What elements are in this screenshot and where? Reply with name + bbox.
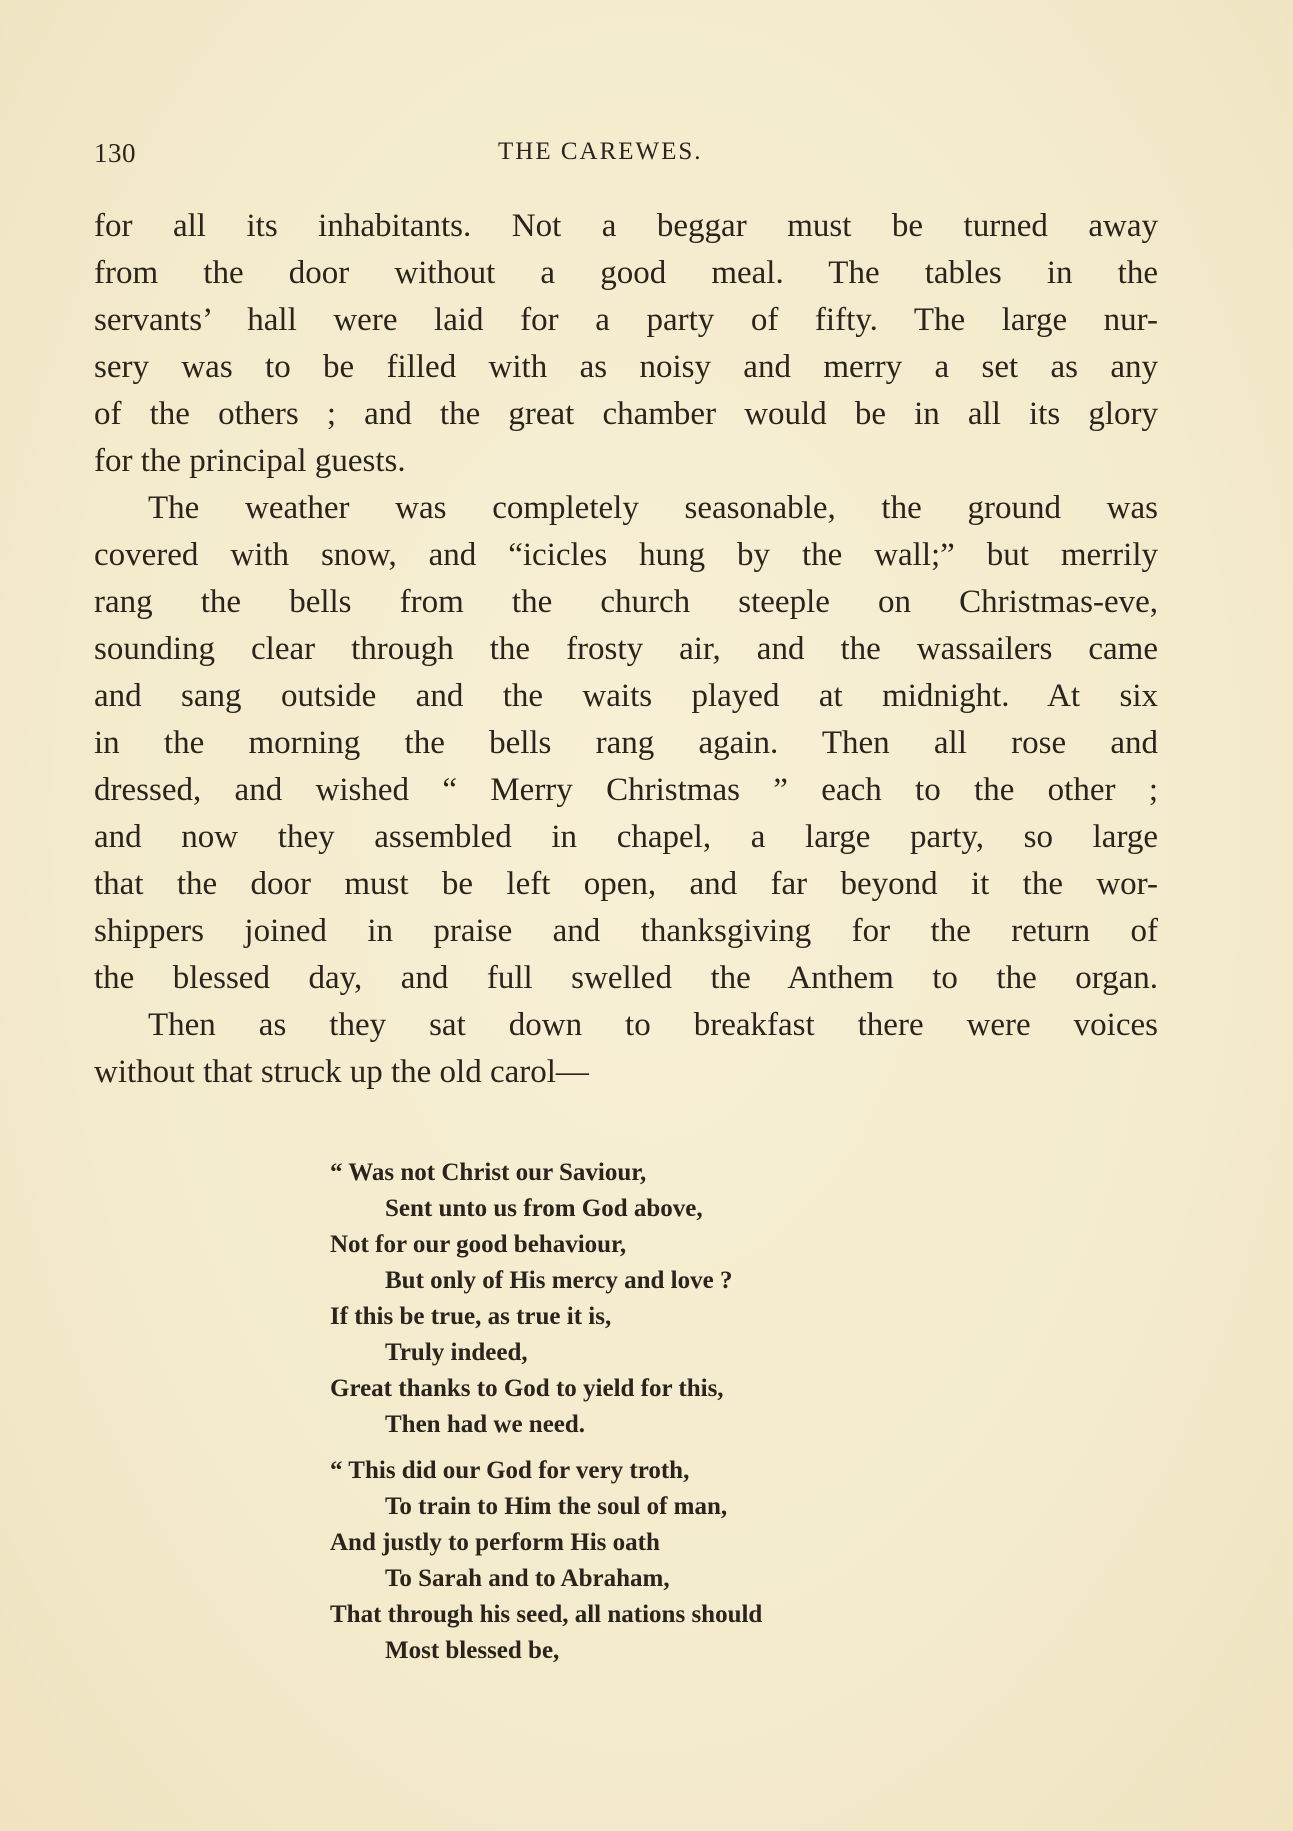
- verse-line: Not for our good behaviour,: [330, 1231, 627, 1258]
- verse-line: “ This did our God for very troth,: [330, 1457, 690, 1484]
- carol-verses: [330, 1155, 970, 1679]
- prose-line: rang the bells from the church steeple on Christmas-eve,: [94, 584, 1158, 620]
- verse-line: If this be true, as true it is,: [330, 1303, 612, 1330]
- verse-line: Great thanks to God to yield for this,: [330, 1375, 724, 1402]
- verse-stanza: [330, 1453, 970, 1669]
- prose-line: of the others ; and the great chamber would be in all its glory: [94, 396, 1158, 432]
- prose-line: for the principal guests.: [94, 443, 406, 479]
- page-number: 130: [94, 138, 136, 168]
- prose-line: that the door must be left open, and far beyond it the wor-: [94, 866, 1158, 902]
- prose-line: without that struck up the old carol—: [94, 1054, 589, 1090]
- prose-line: from the door without a good meal. The tables in the: [94, 255, 1158, 291]
- verse-line: To train to Him the soul of man,: [385, 1493, 728, 1520]
- verse-line: Most blessed be,: [385, 1637, 560, 1664]
- prose-line: covered with snow, and “icicles hung by the wall;” but merrily: [94, 537, 1158, 573]
- verse-line: Truly indeed,: [385, 1339, 528, 1366]
- verse-line: Sent unto us from God above,: [385, 1195, 703, 1222]
- prose-line: in the morning the bells rang again. Then all rose and: [94, 725, 1158, 761]
- prose-line: servants’ hall were laid for a party of fifty. The large nur-: [94, 302, 1158, 338]
- prose-line: sery was to be filled with as noisy and merry a set as any: [94, 349, 1158, 385]
- verse-line: And justly to perform His oath: [330, 1529, 660, 1556]
- prose-line: the blessed day, and full swelled the Anthem to the organ.: [94, 960, 1158, 996]
- prose-line: for all its inhabitants. Not a beggar must be turned away: [94, 208, 1158, 244]
- verse-line: That through his seed, all nations should: [330, 1601, 763, 1628]
- page-header: [94, 138, 1158, 178]
- verse-line: Then had we need.: [385, 1411, 586, 1438]
- prose-line: shippers joined in praise and thanksgiving for the return of: [94, 913, 1158, 949]
- verse-stanza: [330, 1155, 970, 1443]
- prose-line: and sang outside and the waits played at midnight. At six: [94, 678, 1158, 714]
- prose-line: dressed, and wished “ Merry Christmas ” each to the other ;: [94, 772, 1158, 808]
- prose-line: Then as they sat down to breakfast there were voices: [148, 1007, 1158, 1043]
- prose-line: and now they assembled in chapel, a large party, so large: [94, 819, 1158, 855]
- running-title: THE CAREWES.: [498, 138, 703, 165]
- verse-line: To Sarah and to Abraham,: [385, 1565, 670, 1592]
- prose-body: [94, 203, 1158, 1096]
- prose-line: The weather was completely seasonable, the ground was: [148, 490, 1158, 526]
- verse-line: But only of His mercy and love ?: [385, 1267, 733, 1294]
- prose-line: sounding clear through the frosty air, and the wassailers came: [94, 631, 1158, 667]
- verse-line: “ Was not Christ our Saviour,: [330, 1159, 647, 1186]
